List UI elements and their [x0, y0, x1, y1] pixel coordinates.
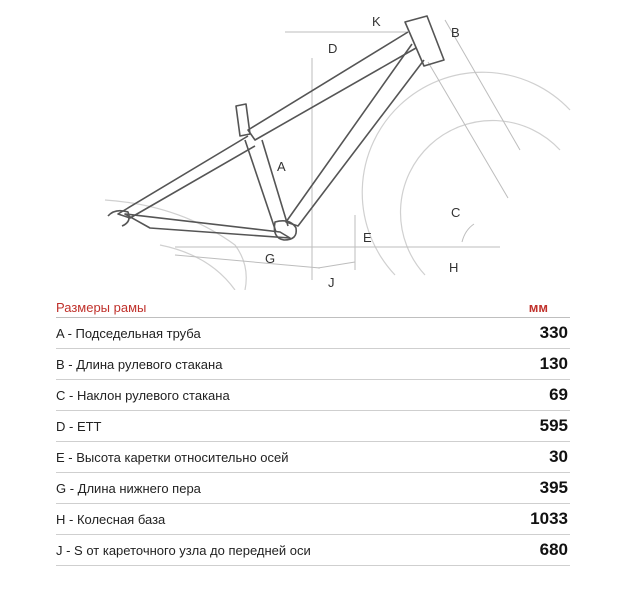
chain-stay	[125, 214, 290, 238]
row-value: 30	[549, 447, 568, 466]
table-header	[56, 290, 570, 318]
label-g: G	[265, 251, 276, 266]
frame-size-table	[56, 290, 570, 566]
seat-tube	[245, 140, 288, 232]
row-value: 680	[539, 540, 568, 559]
row-value: 395	[539, 478, 568, 497]
table-row	[56, 349, 570, 380]
table-row	[56, 318, 570, 349]
table-row	[56, 442, 570, 473]
label-e: E	[363, 230, 372, 245]
table-row	[56, 380, 570, 411]
label-b: B	[451, 25, 460, 40]
row-label: A - Подседельная труба	[56, 325, 201, 341]
table-row	[56, 504, 570, 535]
bike-frame	[108, 16, 444, 240]
row-label: D - ETT	[56, 418, 102, 434]
down-tube	[286, 44, 424, 226]
label-k: K	[372, 14, 381, 29]
head-tube	[405, 16, 444, 66]
row-value: 1033	[530, 509, 568, 528]
label-a: A	[277, 159, 286, 174]
table-title: Размеры рамы	[56, 300, 147, 315]
row-value: 330	[539, 323, 568, 342]
row-label: B - Длина рулевого стакана	[56, 356, 223, 372]
row-value: 130	[539, 354, 568, 373]
label-j: J	[328, 275, 335, 290]
label-c: C	[451, 205, 461, 220]
table-row	[56, 411, 570, 442]
row-value: 595	[539, 416, 568, 435]
seat-stay	[118, 136, 255, 218]
row-label: E - Высота каретки относительно осей	[56, 449, 289, 465]
table-row	[56, 535, 570, 566]
row-label: G - Длина нижнего пера	[56, 480, 201, 496]
label-d: D	[328, 41, 338, 56]
unit-label: мм	[528, 300, 548, 315]
front-wheel	[362, 72, 570, 275]
row-label: H - Колесная база	[56, 511, 166, 527]
label-h: H	[449, 260, 459, 275]
row-value: 69	[549, 385, 568, 404]
row-label: J - S от кареточного узла до передней оси	[56, 542, 311, 558]
table-row	[56, 473, 570, 504]
dimension-lines	[175, 20, 520, 280]
row-label: C - Наклон рулевого стакана	[56, 387, 230, 403]
frame-geometry-diagram	[0, 0, 626, 290]
